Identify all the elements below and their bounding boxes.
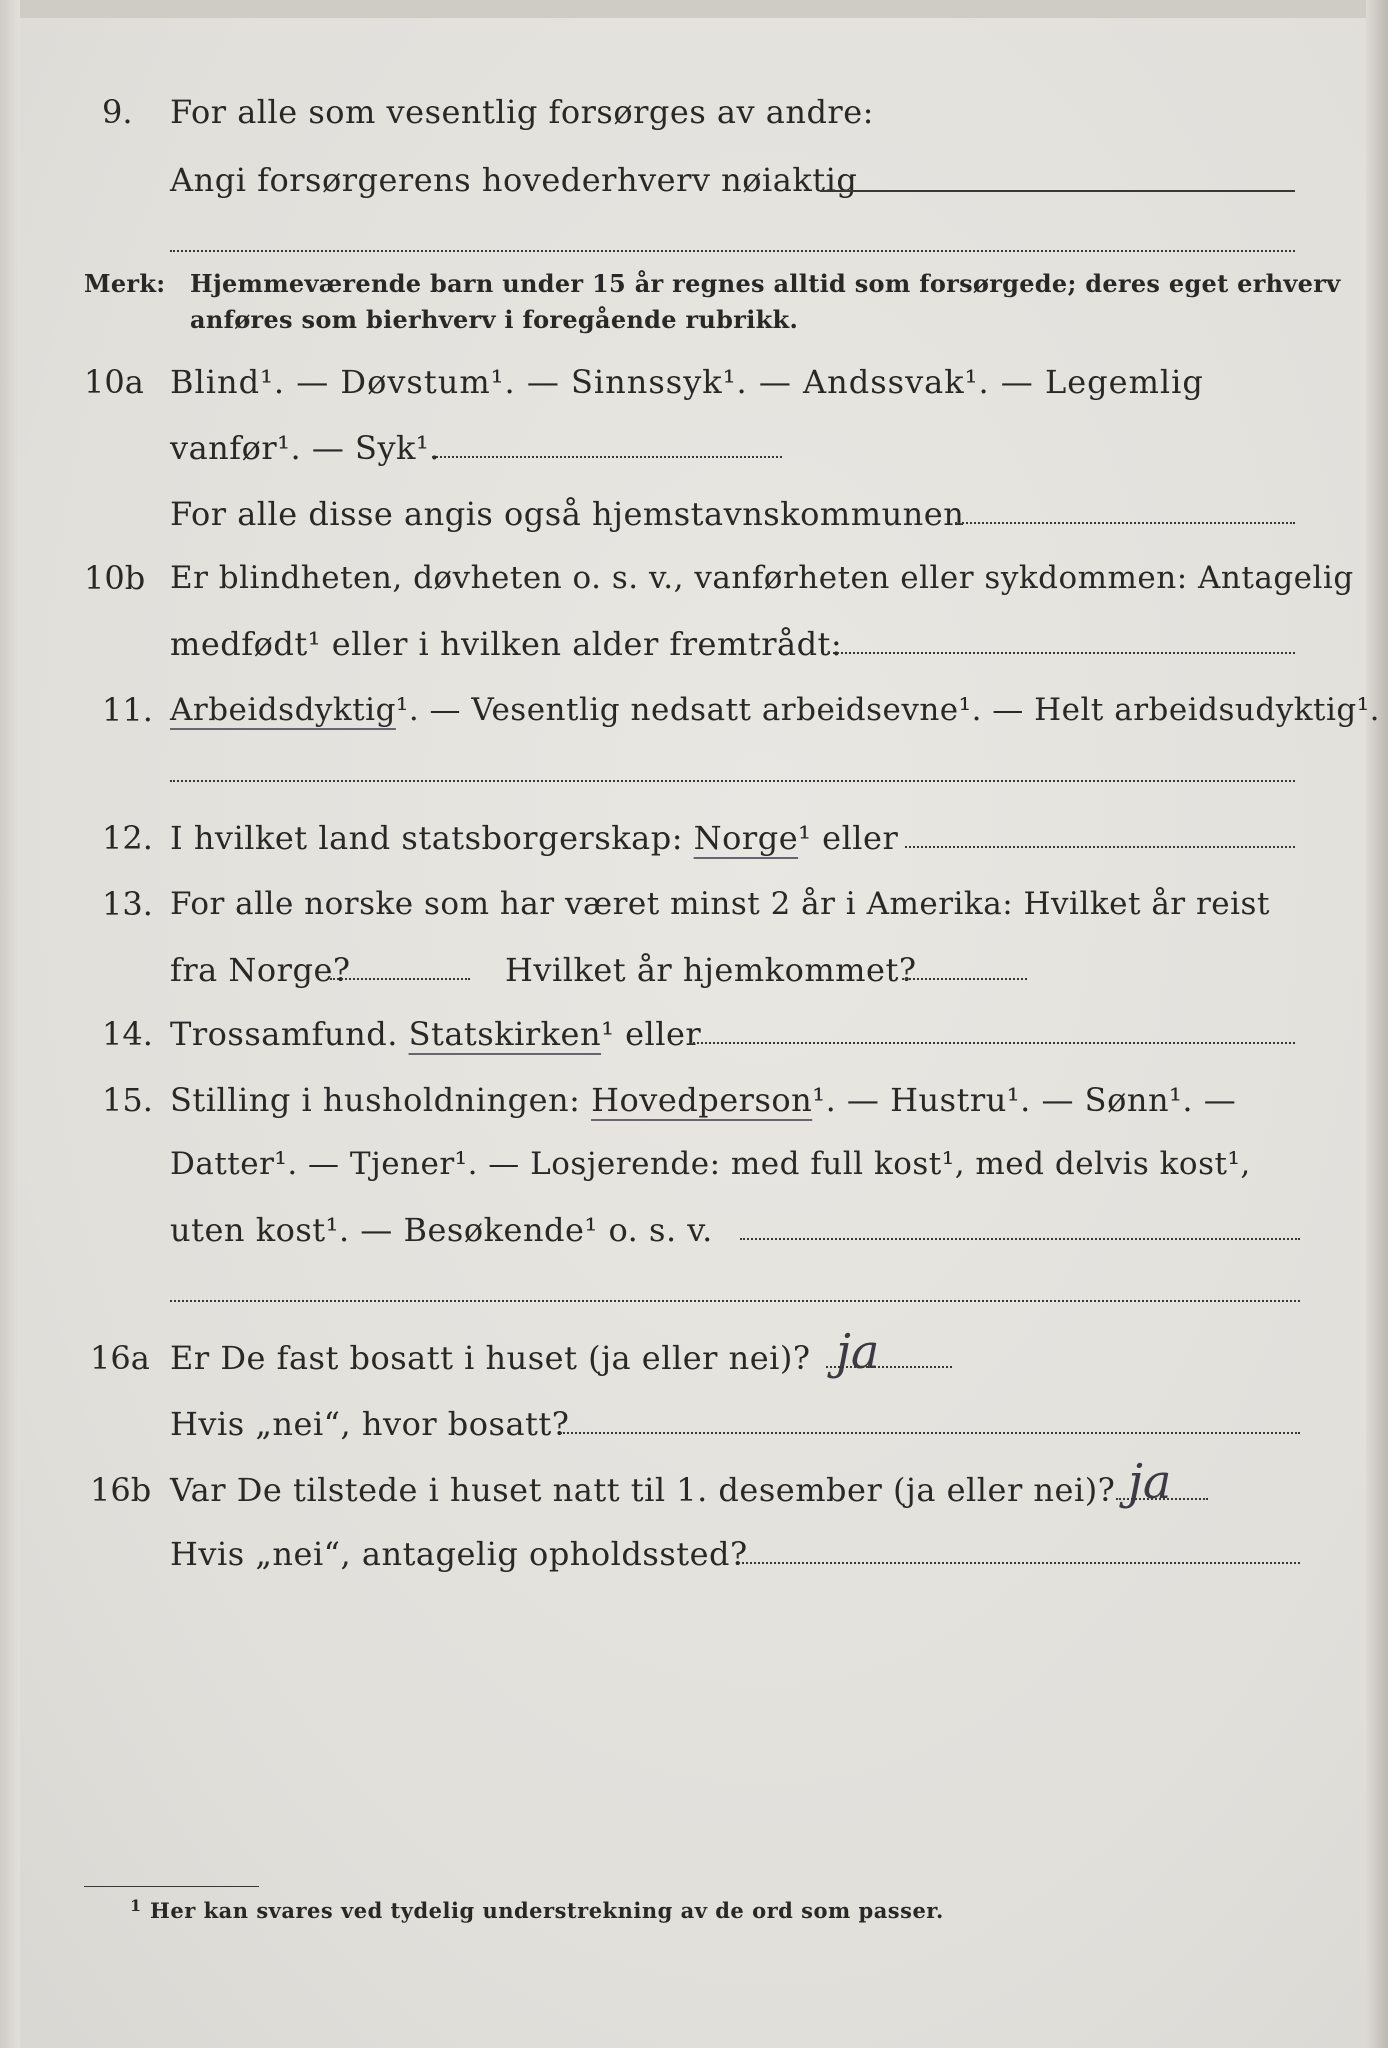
- q16b-number: 16b: [90, 1471, 152, 1509]
- q16a-bosatt-answer-line: [560, 1432, 1300, 1434]
- footnote-rule: [84, 1886, 259, 1887]
- q16a-handwritten-answer: ja: [836, 1324, 880, 1380]
- q16a-line2: Hvis „nei“, hvor bosatt?: [170, 1405, 570, 1443]
- q16b-line2: Hvis „nei“, antagelig opholdssted?: [170, 1535, 748, 1573]
- q16b-answer-line: [1116, 1498, 1208, 1500]
- merk-label: Merk:: [84, 269, 166, 298]
- q13-reist-answer-line: [330, 978, 470, 980]
- q13-line2b: Hvilket år hjemkommet?: [505, 951, 917, 989]
- q10a-line3: For alle disse angis også hjemstavnskommunen: [170, 495, 965, 533]
- q11-rest: ¹. — Vesentlig nedsatt arbeidsevne¹. — Helt arbeidsudyktig¹.: [395, 692, 1381, 728]
- footnote-marker: 1: [130, 1896, 142, 1915]
- q10b-number: 10b: [84, 559, 146, 597]
- q10a-kommune-answer-line: [955, 522, 1295, 524]
- q13-number: 13.: [102, 885, 153, 923]
- q9-line1: For alle som vesentlig forsørges av andre:: [170, 93, 874, 131]
- q15-answer-line: [740, 1238, 1300, 1240]
- q15-underlined-option: Hovedperson: [591, 1081, 813, 1119]
- q16a-line1: Er De fast bosatt i huset (ja eller nei)?: [170, 1339, 811, 1377]
- q9-number: 9.: [102, 93, 133, 131]
- q14-pre: Trossamfund.: [170, 1015, 398, 1053]
- q15-line1: [170, 1080, 1236, 1120]
- q15-continuation-line: [170, 1300, 1300, 1302]
- q14-post: ¹ eller: [601, 1015, 702, 1053]
- q12-number: 12.: [102, 819, 153, 857]
- q16b-handwritten-answer: ja: [1128, 1454, 1172, 1510]
- paper-edge-right: [1366, 0, 1388, 2048]
- q12-answer-line: [905, 846, 1295, 848]
- q10b-answer-line: [828, 652, 1295, 654]
- merk-line1: Hjemmeværende barn under 15 år regnes alltid som forsørgede; deres eget erhverv: [190, 269, 1341, 298]
- q16b-opholdssted-answer-line: [738, 1562, 1300, 1564]
- q15-post: ¹. — Hustru¹. — Sønn¹. —: [812, 1081, 1237, 1119]
- q10a-syk-answer-line: [432, 456, 782, 458]
- q16a-number: 16a: [90, 1339, 150, 1377]
- q12-post: ¹ eller: [798, 819, 899, 857]
- q15-line3: uten kost¹. — Besøkende¹ o. s. v.: [170, 1211, 713, 1249]
- q9-continuation-line: [170, 250, 1295, 252]
- q16b-line1: Var De tilstede i huset natt til 1. desember (ja eller nei)?: [170, 1471, 1116, 1509]
- q10a-line1: Blind¹. — Døvstum¹. — Sinnssyk¹. — Andssvak¹. — Legemlig: [170, 363, 1204, 401]
- q10b-line1: Er blindheten, døvheten o. s. v., vanførheten eller sykdommen: Antagelig: [170, 560, 1354, 596]
- q16a-answer-line: [826, 1366, 952, 1368]
- q11-continuation-line: [170, 780, 1295, 782]
- q14-text: [170, 1014, 701, 1054]
- q14-answer-line: [690, 1042, 1295, 1044]
- q15-number: 15.: [102, 1081, 153, 1119]
- q15-line2: Datter¹. — Tjener¹. — Losjerende: med full kost¹, med delvis kost¹,: [170, 1146, 1251, 1182]
- q13-line2a: fra Norge?: [170, 951, 351, 989]
- q10a-line2: vanfør¹. — Syk¹.: [170, 429, 440, 467]
- q9-answer-line: [820, 190, 1295, 192]
- q11-underlined-option: Arbeidsdyktig: [170, 692, 396, 728]
- q14-number: 14.: [102, 1015, 153, 1053]
- q14-underlined-option: Statskirken: [408, 1015, 602, 1053]
- q12-text: [170, 818, 898, 858]
- paper-edge-top: [0, 0, 1388, 18]
- q9-line2: Angi forsørgerens hovederhverv nøiaktig: [170, 161, 858, 199]
- q13-line1: For alle norske som har været minst 2 år i Amerika: Hvilket år reist: [170, 886, 1270, 922]
- q10b-line2: medfødt¹ eller i hvilken alder fremtrådt:: [170, 625, 843, 663]
- merk-line2: anføres som bierhverv i foregående rubrikk.: [190, 305, 799, 334]
- q12-underlined-option: Norge: [693, 819, 799, 857]
- q11-text: [170, 690, 1380, 730]
- paper-edge-left: [0, 0, 20, 2048]
- q13-hjemkommet-answer-line: [902, 978, 1027, 980]
- q11-number: 11.: [102, 691, 153, 729]
- q12-pre: I hvilket land statsborgerskap:: [170, 819, 683, 857]
- q10a-number: 10a: [84, 363, 144, 401]
- footnote-text: Her kan svares ved tydelig understrekning av de ord som passer.: [150, 1898, 944, 1923]
- q15-pre: Stilling i husholdningen:: [170, 1081, 581, 1119]
